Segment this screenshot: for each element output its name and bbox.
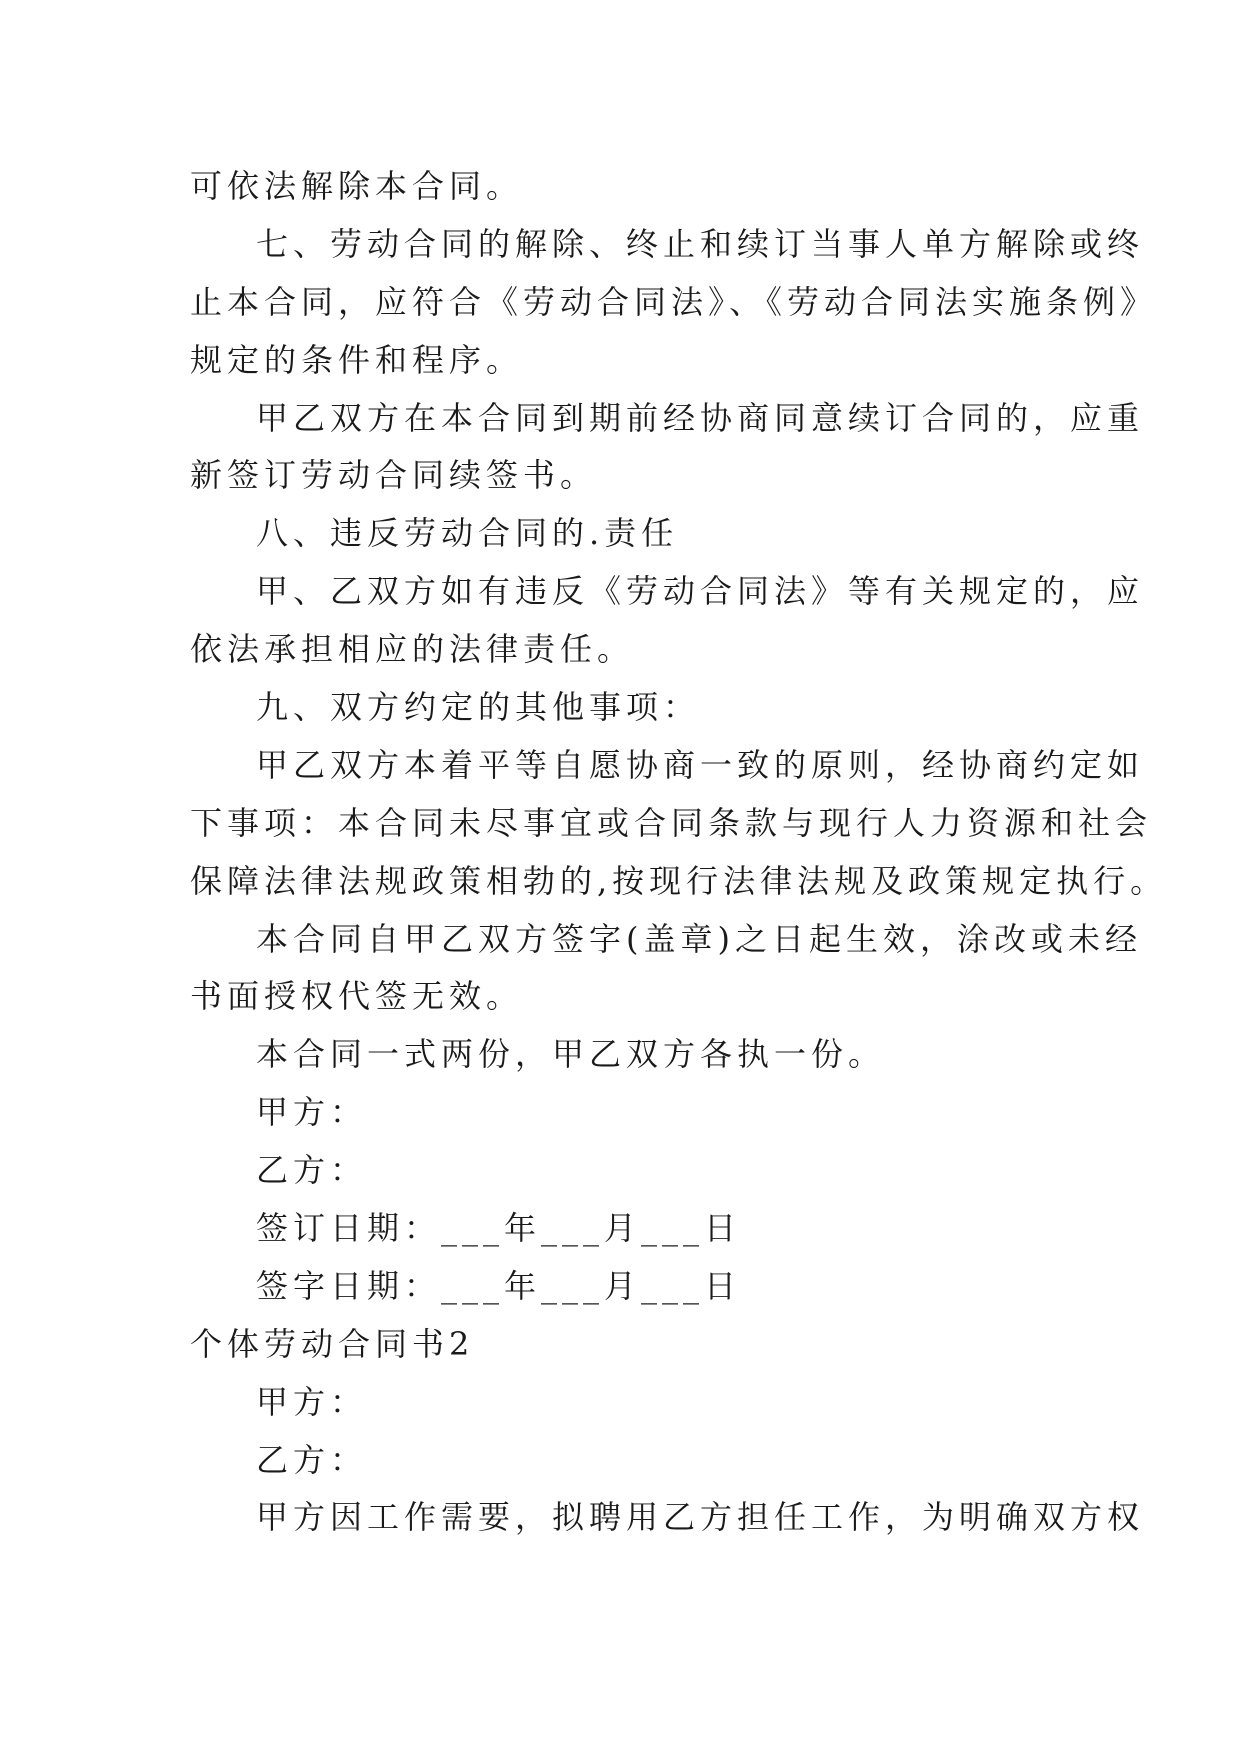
text-line: 本合同一式两份，甲乙双方各执一份。 — [256, 1035, 886, 1074]
text-line: 止本合同，应符合《劳动合同法》、《劳动合同法实施条例》 — [190, 282, 1158, 321]
text-line: 依法承担相应的法律责任。 — [190, 630, 635, 669]
document-title: 个体劳动合同书2 — [190, 1324, 475, 1363]
text-line: 保障法律法规政策相勃的,按现行法律法规及政策规定执行。 — [190, 861, 1168, 900]
text-line: 甲乙双方在本合同到期前经协商同意续订合同的，应重 — [256, 398, 1145, 437]
text-line: 新签订劳动合同续签书。 — [190, 456, 598, 495]
section-heading: 八、违反劳动合同的.责任 — [256, 514, 679, 553]
party-b-label: 乙方： — [256, 1151, 368, 1190]
party-b-label: 乙方： — [256, 1440, 368, 1479]
text-line: 可依法解除本合同。 — [190, 167, 524, 205]
text-line: 甲乙双方本着平等自愿协商一致的原则，经协商约定如 — [256, 745, 1145, 784]
party-a-label: 甲方： — [256, 1382, 368, 1421]
signing-date-line: 签订日期：___年___月___日 — [256, 1209, 742, 1248]
text-line: 本合同自甲乙双方签字(盖章)之日起生效，涂改或未经 — [256, 919, 1142, 958]
section-heading: 九、双方约定的其他事项： — [256, 688, 701, 727]
document-body — [190, 158, 1168, 1547]
text-line: 书面授权代签无效。 — [190, 977, 524, 1016]
text-line: 七、劳动合同的解除、终止和续订当事人单方解除或终 — [256, 224, 1145, 263]
text-line: 甲方因工作需要，拟聘用乙方担任工作，为明确双方权 — [256, 1498, 1145, 1537]
signature-date-line: 签字日期：___年___月___日 — [256, 1266, 742, 1305]
text-line: 下事项：本合同未尽事宜或合同条款与现行人力资源和社会 — [190, 803, 1153, 842]
text-line: 甲、乙双方如有违反《劳动合同法》等有关规定的，应 — [256, 572, 1145, 611]
text-line: 规定的条件和程序。 — [190, 340, 524, 379]
party-a-label: 甲方： — [256, 1093, 368, 1132]
